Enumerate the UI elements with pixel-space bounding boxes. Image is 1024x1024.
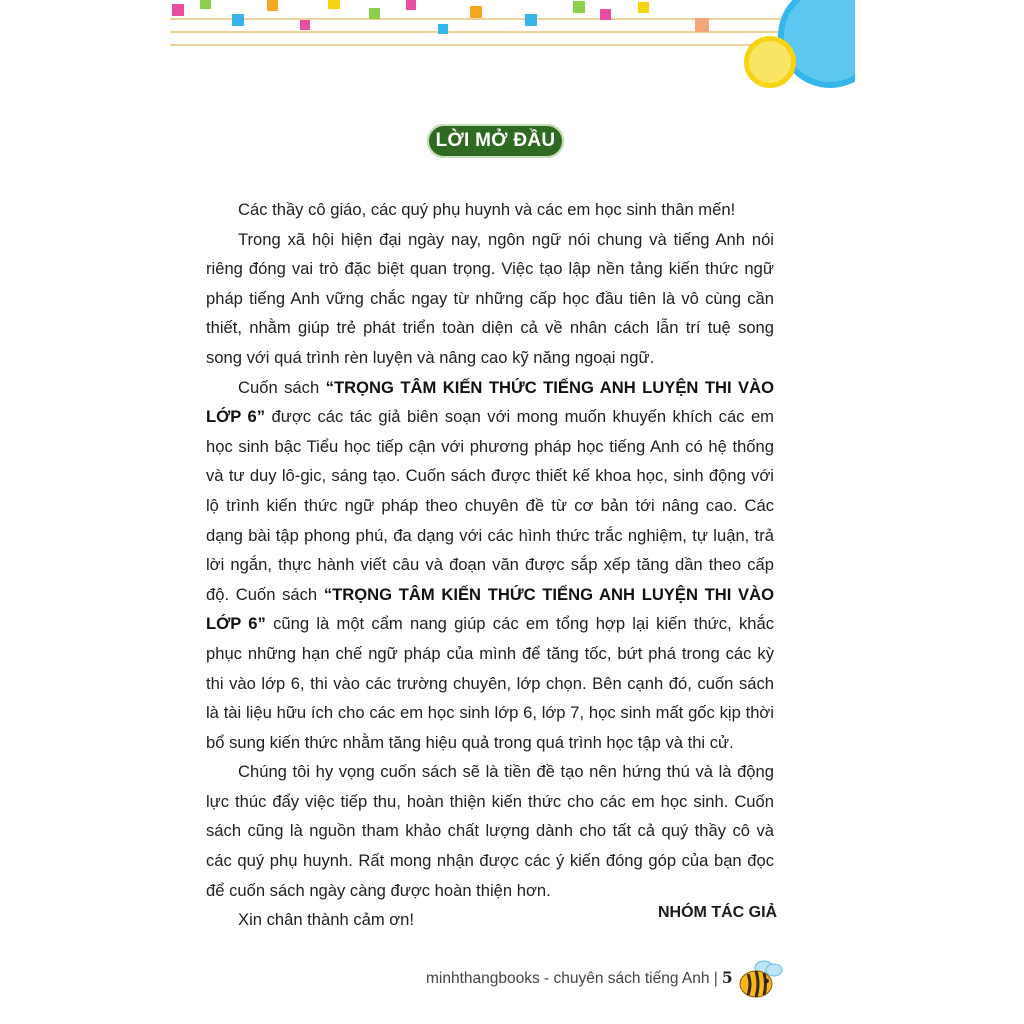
thanks-line: Xin chân thành cảm ơn! — [238, 910, 415, 930]
bee-icon — [734, 958, 784, 1000]
preface-body — [206, 195, 774, 935]
page-title: LỜI MỞ ĐẦU — [427, 124, 564, 158]
paragraph-2 — [206, 373, 774, 758]
paragraph-3: Chúng tôi hy vọng cuốn sách sẽ là tiền đề tạo nên hứng thú và là động lực thúc đẩy việc tiếp thu, hoàn thiện kiến thức cho các em học sinh. Cuốn sách cũng là nguồn tham khảo chất lượng dành cho tất cả quý thầy cô và các quý phụ huynh. Rất mong nhận được các ý kiến đóng góp của bạn đọc để cuốn sách ngày càng được hoàn thiện hơn. — [206, 762, 774, 900]
book-title-1: “TRỌNG TÂM KIẾN THỨC TIẾNG ANH LUYỆN THI VÀO LỚP 6” — [206, 377, 774, 427]
paragraph-1: Trong xã hội hiện đại ngày nay, ngôn ngữ nói chung và tiếng Anh nói riêng đóng vai trò đặc biệt quan trọng. Việc tạo lập nền tảng kiến thức ngữ pháp tiếng Anh vững chắc ngay từ những cấp học đầu tiên là vô cùng cần thiết, nhằm giúp trẻ phát triển toàn diện cả về nhân cách lẫn trí tuệ song song với quá trình rèn luyện và nâng cao kỹ năng ngoại ngữ. — [206, 229, 774, 367]
page-number: 5 — [721, 968, 733, 987]
paragraph-2-body: được các tác giả biên soạn với mong muốn khuyến khích các em học sinh bậc Tiểu học tiếp cận với phương pháp học tiếng Anh có hệ thống và tư duy lô-gic, sáng tạo. Cuốn sách được thiết kế khoa học, sinh động với lộ trình kiến thức ngữ pháp theo chuyên đề từ cơ bản tới nâng cao. Các dạng bài tập phong phú, đa dạng với các hình thức trắc nghiệm, tự luận, trả lời ngắn, thực hành viết câu và đoạn văn được sắp xếp tăng dần theo cấp độ. Cuốn sách — [206, 407, 774, 604]
book-page — [170, 0, 855, 1024]
page-footer — [426, 968, 733, 988]
header-decoration — [170, 0, 855, 100]
book-title-2: “TRỌNG TÂM KIẾN THỨC TIẾNG ANH LUYỆN THI VÀO LỚP 6” — [206, 584, 774, 634]
signature: NHÓM TÁC GIẢ — [658, 904, 778, 921]
greeting-paragraph: Các thầy cô giáo, các quý phụ huynh và các em học sinh thân mến! — [238, 200, 736, 219]
footer-publisher: minhthangbooks - chuyên sách tiếng Anh | — [426, 970, 718, 987]
paragraph-2-end: cũng là một cẩm nang giúp các em tổng hợp lại kiến thức, khắc phục những hạn chế ngữ pháp của mình để tăng tốc, bứt phá trong các kỳ thi vào lớp 6, thi vào các trường chuyên, lớp chọn. Bên cạnh đó, cuốn sách là tài liệu hữu ích cho các em học sinh lớp 6, lớp 7, học sinh mất gốc kịp thời bổ sung kiến thức nhằm tăng hiệu quả trong quá trình học tập và thi cử. — [206, 614, 774, 752]
paragraph-2-intro: Cuốn sách — [238, 377, 326, 397]
